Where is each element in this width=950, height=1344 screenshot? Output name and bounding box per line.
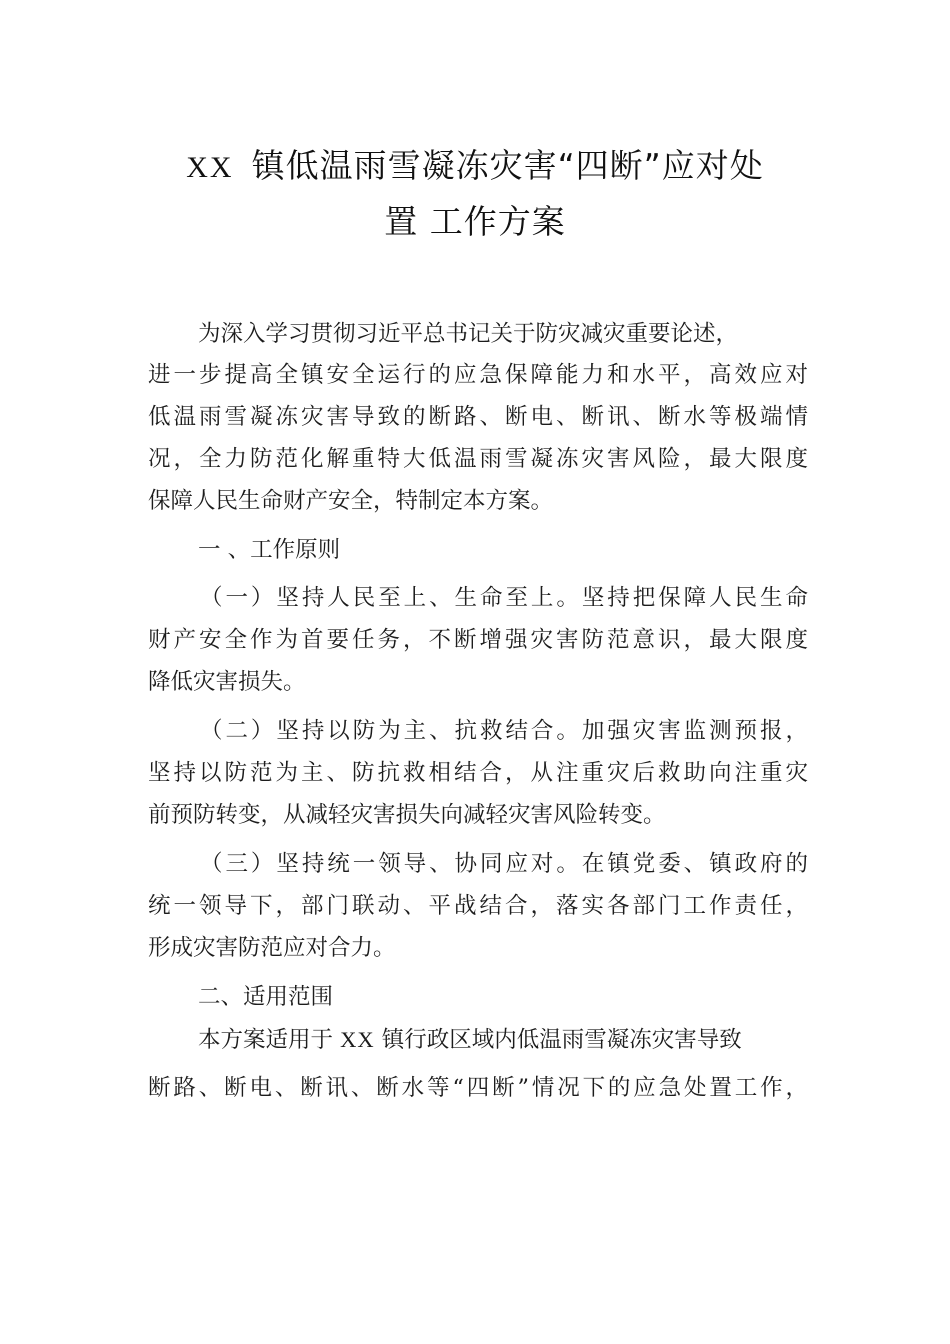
intro-line: 为深入学习贯彻习近平总书记关于防灾减灾重要论述， — [198, 321, 739, 347]
intro-line: 进一步提高全镇安全运行的应急保障能力和水平，高效应对 — [148, 362, 808, 388]
principle-1-line: 降低灾害损失。 — [148, 669, 306, 695]
scope-line-2: 断路、断电、断讯、断水等“四断”情况下的应急处置工作， — [148, 1075, 808, 1101]
intro-line: 况，全力防范化解重特大低温雨雪凝冻灾害风险，最大限度 — [148, 446, 808, 472]
document-title-line-2: 置 工作方案 — [384, 202, 566, 241]
principle-2-line: 坚持以防范为主、防抗救相结合，从注重灾后救助向注重灾 — [148, 760, 808, 786]
principle-1-line: （一）坚持人民至上、生命至上。坚持把保障人民生命 — [200, 585, 808, 611]
scope-town-name: XX — [340, 1027, 375, 1052]
principle-3-line: 形成灾害防范应对合力。 — [148, 935, 396, 961]
section-2-heading: 二、适用范围 — [198, 984, 334, 1010]
intro-line: 低温雨雪凝冻灾害导致的断路、断电、断讯、断水等极端情 — [148, 404, 808, 430]
principle-2-line: 前预防转变，从减轻灾害损失向减轻灾害风险转变。 — [148, 802, 666, 828]
title-prefix: XX — [186, 151, 234, 184]
intro-line: 保障人民生命财产安全，特制定本方案。 — [148, 488, 554, 514]
title-line-1-text: 镇低温雨雪凝冻灾害“四断”应对处 — [251, 146, 764, 185]
principle-2-line: （二）坚持以防为主、抗救结合。加强灾害监测预报， — [200, 718, 808, 744]
scope-line-1-end: 镇行政区域内低温雨雪凝冻灾害导致 — [374, 1027, 742, 1053]
principle-1-line: 财产安全作为首要任务，不断增强灾害防范意识，最大限度 — [148, 627, 808, 653]
scope-line-1-start: 本方案适用于 — [198, 1027, 341, 1053]
principle-3-line: （三）坚持统一领导、协同应对。在镇党委、镇政府的 — [200, 851, 808, 877]
document-title-line-1 — [0, 140, 950, 187]
principle-3-line: 统一领导下，部门联动、平战结合，落实各部门工作责任， — [148, 893, 808, 919]
section-1-heading: 一 、工作原则 — [198, 537, 341, 563]
scope-line-1 — [198, 1022, 808, 1054]
